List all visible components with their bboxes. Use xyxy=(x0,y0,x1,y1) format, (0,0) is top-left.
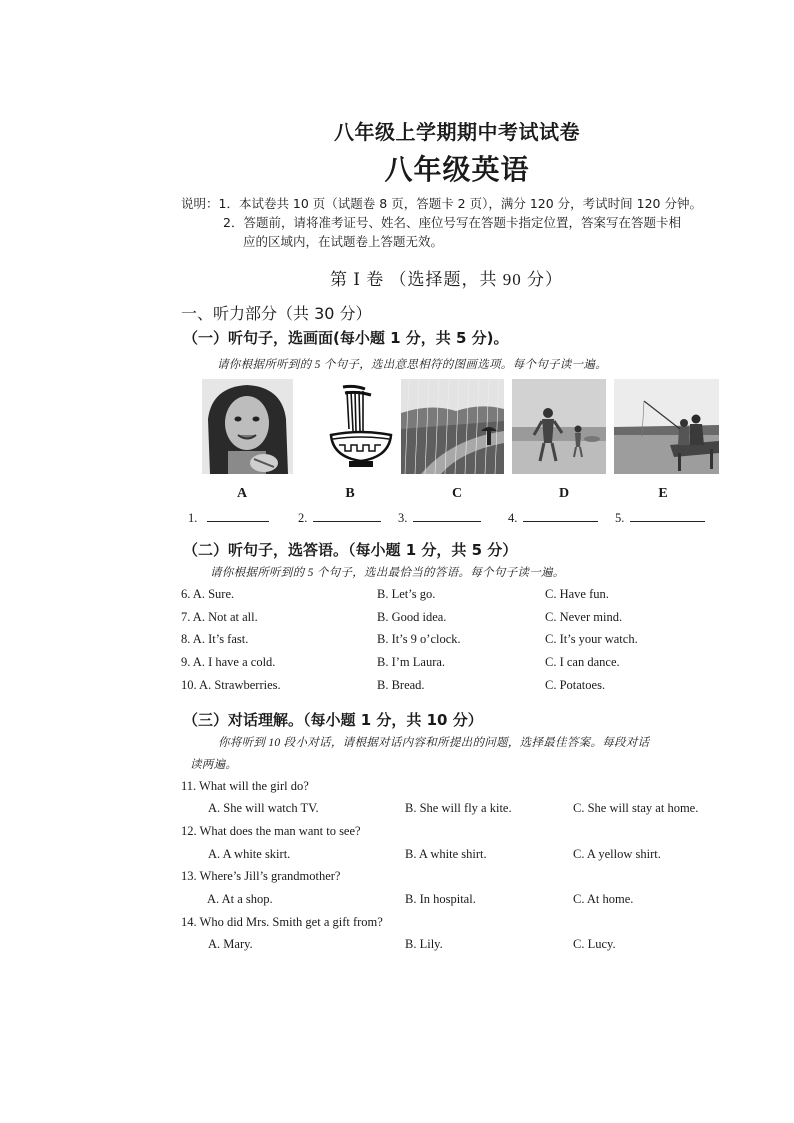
exam-subtitle: 八年级英语 xyxy=(384,153,530,186)
option-11c: C. She will stay at home. xyxy=(573,801,699,815)
option-10c: C. Potatoes. xyxy=(545,678,606,692)
option-11a: A. She will watch TV. xyxy=(208,801,319,815)
option-11b: B. She will fly a kite. xyxy=(405,801,512,815)
option-14b: B. Lily. xyxy=(405,937,443,951)
picture-c xyxy=(401,379,504,474)
answer-blank-1 xyxy=(188,508,269,526)
question-12: 12. What does the man want to see? xyxy=(181,824,361,838)
option-8b: B. It’s 9 o’clock. xyxy=(377,632,461,646)
option-13b: B. In hospital. xyxy=(405,892,476,906)
option-10a: 10. A. Strawberries. xyxy=(181,678,281,692)
option-7c: C. Never mind. xyxy=(545,610,623,624)
option-6b: B. Let’s go. xyxy=(377,587,436,601)
beach-children-photo-icon xyxy=(512,379,606,474)
question-13: 13. Where’s Jill’s grandmother? xyxy=(181,869,341,883)
option-12c: C. A yellow shirt. xyxy=(573,847,661,861)
section-1-title: 一、听力部分（共 30 分） xyxy=(181,304,372,323)
volume-title: 第 Ⅰ 卷 （选择题，共 90 分） xyxy=(330,270,563,289)
blank-number: 1. xyxy=(188,511,198,525)
part-3-instruction-1: 你将听到 10 段小对话，请根据对话内容和所提出的问题，选择最佳答案。每段对话 xyxy=(218,737,650,749)
picture-e xyxy=(614,379,719,474)
part-1-title: （一）听句子，选画面(每小题 1 分，共 5 分)。 xyxy=(183,329,509,347)
question-14: 14. Who did Mrs. Smith get a gift from? xyxy=(181,915,383,929)
blank-line xyxy=(413,508,481,522)
answer-blank-3 xyxy=(398,508,481,526)
blank-line xyxy=(523,508,598,522)
option-12a: A. A white skirt. xyxy=(208,847,291,861)
option-9b: B. I’m Laura. xyxy=(377,655,446,669)
answer-blank-5 xyxy=(615,508,705,526)
girl-eating-photo-icon xyxy=(202,379,293,474)
blank-number: 2. xyxy=(298,511,308,525)
blank-number: 5. xyxy=(615,511,625,525)
part-2-title: （二）听句子，选答语。（每小题 1 分，共 5 分） xyxy=(183,541,518,559)
note-line-2: 2．答题前，请将准考证号、姓名、座位号写在答题卡指定位置，答案写在答题卡相 xyxy=(223,215,681,230)
option-7b: B. Good idea. xyxy=(377,610,447,624)
option-9a: 9. A. I have a cold. xyxy=(181,655,276,669)
picture-label-b: B xyxy=(345,486,355,501)
option-12b: B. A white shirt. xyxy=(405,847,487,861)
option-10b: B. Bread. xyxy=(377,678,425,692)
answer-blank-4 xyxy=(508,508,598,526)
question-11: 11. What will the girl do? xyxy=(181,779,309,793)
option-14c: C. Lucy. xyxy=(573,937,616,951)
picture-label-e: E xyxy=(658,486,668,501)
option-7a: 7. A. Not at all. xyxy=(181,610,258,624)
note-line-3: 应的区域内，在试题卷上答题无效。 xyxy=(243,234,444,249)
option-13c: C. At home. xyxy=(573,892,634,906)
noodle-bowl-icon xyxy=(325,379,397,474)
option-9c: C. I can dance. xyxy=(545,655,620,669)
blank-line xyxy=(313,508,381,522)
fishing-pier-photo-icon xyxy=(614,379,719,474)
rainy-park-photo-icon xyxy=(401,379,504,474)
answer-blank-2 xyxy=(298,508,381,526)
option-8a: 8. A. It’s fast. xyxy=(181,632,249,646)
option-8c: C. It’s your watch. xyxy=(545,632,638,646)
option-6a: 6. A. Sure. xyxy=(181,587,235,601)
picture-label-d: D xyxy=(558,486,570,501)
option-6c: C. Have fun. xyxy=(545,587,609,601)
part-1-instruction: 请你根据所听到的 5 个句子，选出意思相符的图画选项。每个句子读一遍。 xyxy=(217,359,607,371)
picture-a xyxy=(202,379,293,474)
picture-label-a: A xyxy=(236,486,248,501)
picture-label-c: C xyxy=(451,486,463,501)
option-14a: A. Mary. xyxy=(208,937,253,951)
picture-b xyxy=(325,379,397,474)
blank-number: 3. xyxy=(398,511,408,525)
part-3-instruction-2: 读两遍。 xyxy=(190,759,238,771)
picture-d xyxy=(512,379,606,474)
part-2-instruction: 请你根据所听到的 5 个句子，选出最恰当的答语。每个句子读一遍。 xyxy=(210,567,565,579)
note-line-1: 说明：1．本试卷共 10 页（试题卷 8 页，答题卡 2 页），满分 120 分，考试时间 120 分钟。 xyxy=(181,196,702,211)
blank-line xyxy=(630,508,705,522)
option-13a: A. At a shop. xyxy=(207,892,273,906)
part-3-title: （三）对话理解。（每小题 1 分，共 10 分） xyxy=(183,711,483,729)
exam-title: 八年级上学期期中考试试卷 xyxy=(334,120,580,144)
blank-line xyxy=(207,508,269,522)
blank-number: 4. xyxy=(508,511,518,525)
